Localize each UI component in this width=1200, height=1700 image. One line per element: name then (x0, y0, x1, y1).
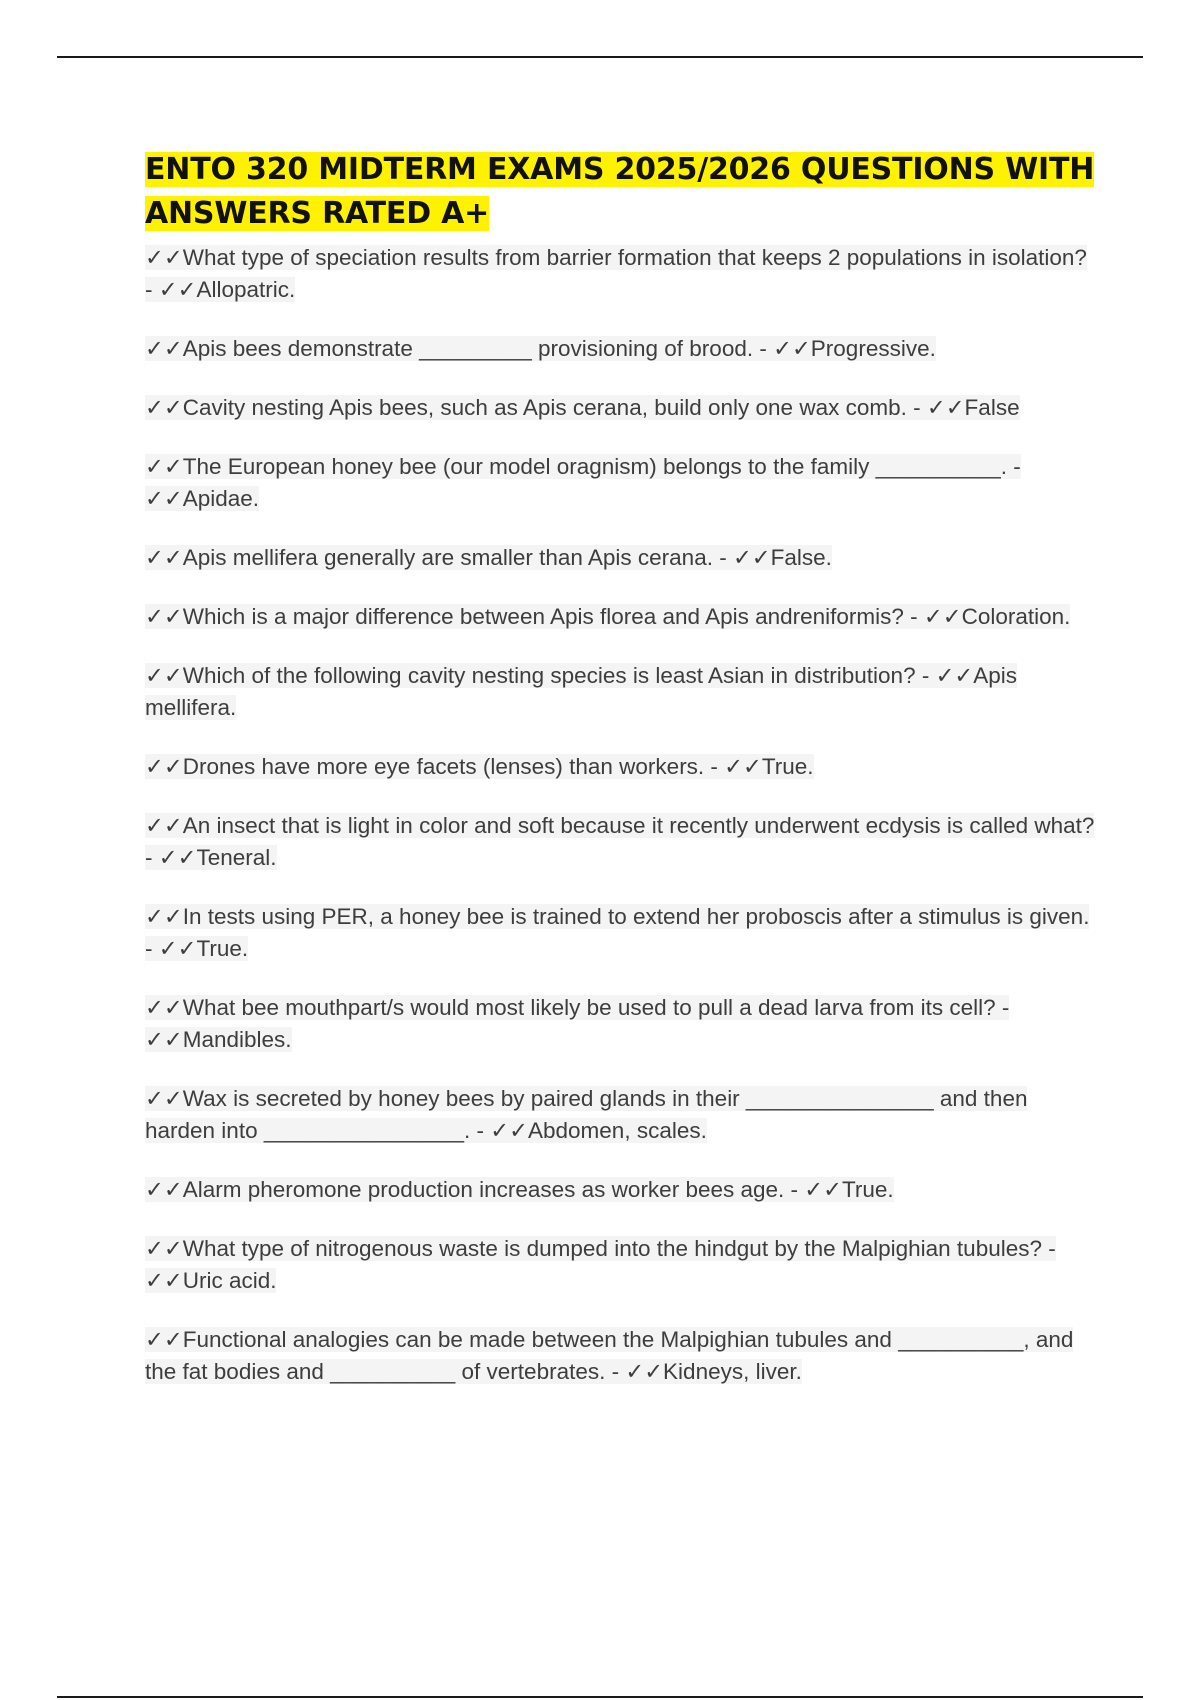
qa-text: ✓✓What bee mouthpart/s would most likely be used to pull a dead larva from its cell? - ✓✓Mandibles. (145, 995, 1010, 1052)
qa-item (145, 601, 1095, 633)
qa-text: ✓✓Cavity nesting Apis bees, such as Apis cerana, build only one wax comb. - ✓✓False (145, 395, 1020, 420)
qa-item (145, 1083, 1095, 1147)
qa-text: ✓✓What type of nitrogenous waste is dumped into the hindgut by the Malpighian tubules? - ✓✓Uric acid. (145, 1236, 1056, 1293)
qa-text: ✓✓What type of speciation results from barrier formation that keeps 2 populations in isolation? - ✓✓Allopatric. (145, 245, 1087, 302)
qa-text: ✓✓The European honey bee (our model oragnism) belongs to the family __________. - ✓✓Apidae. (145, 454, 1021, 511)
qa-item (145, 451, 1095, 515)
document-body (145, 148, 1095, 1415)
qa-item (145, 901, 1095, 965)
qa-text: ✓✓An insect that is light in color and soft because it recently underwent ecdysis is called what? - ✓✓Teneral. (145, 813, 1095, 870)
qa-item (145, 810, 1095, 874)
qa-item (145, 392, 1095, 424)
title-text: ENTO 320 MIDTERM EXAMS 2025/2026 QUESTIONS WITH ANSWERS RATED A+ (145, 152, 1095, 231)
footer-rule (57, 1696, 1143, 1698)
qa-text: ✓✓Apis mellifera generally are smaller than Apis cerana. - ✓✓False. (145, 545, 832, 570)
header-rule (57, 56, 1143, 58)
qa-text: ✓✓Apis bees demonstrate _________ provisioning of brood. - ✓✓Progressive. (145, 336, 936, 361)
qa-text: ✓✓Which of the following cavity nesting species is least Asian in distribution? - ✓✓Apis mellifera. (145, 663, 1018, 720)
qa-item (145, 1233, 1095, 1297)
qa-item (145, 1174, 1095, 1206)
qa-item (145, 751, 1095, 783)
qa-text: ✓✓In tests using PER, a honey bee is trained to extend her proboscis after a stimulus is given. - ✓✓True. (145, 904, 1090, 961)
qa-item (145, 242, 1095, 306)
qa-text: ✓✓Functional analogies can be made between the Malpighian tubules and __________, and the fat bodies and __________ of vertebrates. - ✓✓Kidneys, liver. (145, 1327, 1074, 1384)
qa-text: ✓✓Which is a major difference between Apis florea and Apis andreniformis? - ✓✓Coloration. (145, 604, 1071, 629)
qa-item (145, 542, 1095, 574)
qa-text: ✓✓Alarm pheromone production increases as worker bees age. - ✓✓True. (145, 1177, 894, 1202)
qa-item (145, 660, 1095, 724)
qa-item (145, 1324, 1095, 1388)
qa-item (145, 992, 1095, 1056)
document-title (145, 148, 1095, 236)
qa-item (145, 333, 1095, 365)
qa-text: ✓✓Wax is secreted by honey bees by paired glands in their _______________ and then harden into ________________. - ✓✓Abdomen, scales. (145, 1086, 1028, 1143)
qa-text: ✓✓Drones have more eye facets (lenses) than workers. - ✓✓True. (145, 754, 814, 779)
